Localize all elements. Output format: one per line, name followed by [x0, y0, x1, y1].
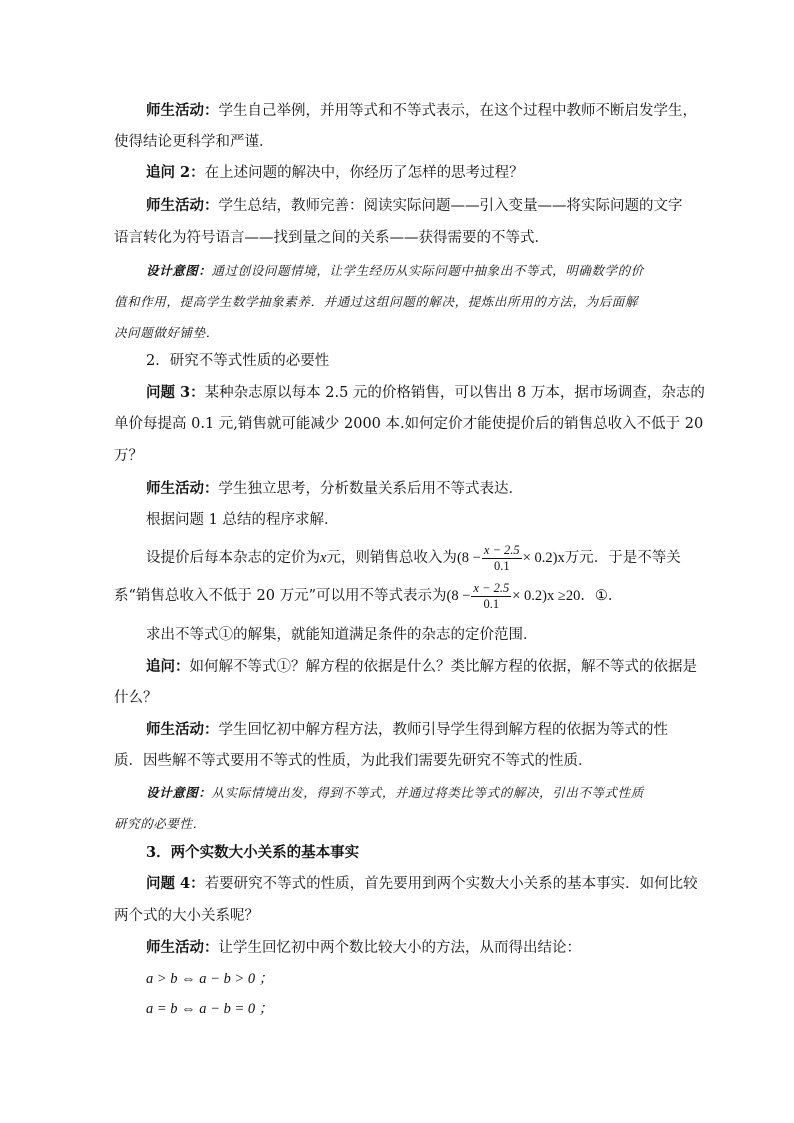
- paragraph-problem-3: [146, 382, 721, 404]
- label-problem: 问题 4：: [146, 875, 205, 892]
- paragraph-text-line: 根据问题 1 总结的程序求解．: [146, 512, 339, 528]
- variable-x: x: [320, 550, 327, 566]
- fraction: [471, 581, 511, 612]
- paragraph-text-line: 值和作用，提高学生数学抽象素养．并通过这组问题的解决，提炼出所用的方法，为后面解: [114, 294, 639, 309]
- paragraph-text: 某种杂志原以每本 2.5 元的价格销售，可以售出 8 万本，据市场调查，杂志的: [204, 385, 705, 401]
- label-problem: 问题 3：: [146, 384, 205, 401]
- label-activity: 师生活动：: [146, 480, 219, 497]
- label-followup: 追问：: [146, 658, 190, 675]
- label-activity: 师生活动：: [146, 939, 219, 956]
- paragraph-text: 从实际情境出发，得到不等式，并通过将类比等式的解决，引出不等式性质: [211, 785, 644, 800]
- label-activity: 师生活动：: [146, 197, 219, 214]
- paragraph-text-line: 万？: [114, 448, 143, 464]
- fraction-denominator: 0.1: [493, 558, 510, 573]
- label-design-intent: 设计意图：: [146, 263, 212, 278]
- paragraph-text: 元，则销售总收入为: [326, 550, 457, 566]
- paragraph-text: 系“销售总收入不低于 20 万元”可以用不等式表示为: [114, 588, 447, 604]
- paragraph-text: 如何解不等式①？解方程的依据是什么？类比解方程的依据，解不等式的依据是: [189, 659, 697, 675]
- paragraph-text: 学生自己举例，并用等式和不等式表示，在这个过程中教师不断启发学生，: [218, 103, 697, 119]
- paragraph-activity-5: [146, 937, 721, 959]
- paragraph-text: 设提价后每本杂志的定价为: [146, 550, 320, 566]
- fraction-denominator: 0.1: [483, 596, 500, 611]
- paragraph-text: 学生总结，教师完善：阅读实际问题——引入变量——将实际问题的文字: [218, 198, 683, 214]
- paragraph-activity-4: [146, 719, 721, 741]
- paragraph-text: ①．: [594, 588, 623, 604]
- paragraph-text: 让学生回忆初中两个数比较大小的方法，从而得出结论：: [218, 940, 581, 956]
- paragraph-text-line: 两个式的大小关系呢？: [114, 908, 259, 924]
- paragraph-followup-2: [146, 162, 721, 184]
- label-followup: 追问 2：: [146, 164, 205, 181]
- fraction: [482, 543, 522, 574]
- section-heading-3: 3．两个实数大小关系的基本事实: [146, 844, 360, 861]
- paragraph-text: 若要研究不等式的性质，首先要用到两个实数大小关系的基本事实．如何比较: [204, 876, 698, 892]
- paragraph-text-line: 语言转化为符号语言——找到量之间的关系——获得需要的不等式．: [114, 230, 549, 246]
- expression-close: × 0.2)x: [522, 550, 565, 566]
- fraction-numerator: x − 2.5: [473, 580, 510, 595]
- paragraph-text-line: 单价每提高 0.1 元,销售就可能减少 2000 本.如何定价才能使提价后的销售总收入不低于 20: [114, 416, 704, 432]
- paragraph-activity-3: [146, 478, 721, 500]
- section-heading-2: 2．研究不等式性质的必要性: [146, 353, 330, 369]
- paragraph-problem-4: [146, 873, 721, 895]
- expression-open: (8 −: [456, 550, 481, 566]
- expression-close: × 0.2)x ≥20．: [512, 588, 595, 604]
- fraction-numerator: x − 2.5: [483, 542, 520, 557]
- paragraph-text-line: 研究的必要性．: [114, 816, 206, 831]
- paragraph-inequality-expression: [114, 578, 689, 614]
- paragraph-design-intent-1: [146, 260, 721, 282]
- formula-greater-than: a > b ⇔ a − b > 0 ；: [146, 971, 274, 987]
- paragraph-text: 通过创设问题情境，让学生经历从实际问题中抽象出不等式，明确数学的价: [211, 263, 644, 278]
- label-activity: 师生活动：: [146, 721, 219, 738]
- paragraph-text-line: 使得结论更科学和严谨．: [114, 134, 274, 150]
- paragraph-text-line: 求出不等式①的解集，就能知道满足条件的杂志的定价范围．: [146, 627, 538, 643]
- paragraph-followup: [146, 656, 721, 678]
- paragraph-activity-1: [146, 100, 721, 122]
- paragraph-text: 学生回忆初中解方程方法，教师引导学生得到解方程的依据为等式的性: [218, 722, 668, 738]
- paragraph-activity-2: [146, 195, 721, 217]
- paragraph-text: 学生独立思考，分析数量关系后用不等式表达．: [218, 481, 523, 497]
- paragraph-text-line: 质．因些解不等式要用不等式的性质，为此我们需要先研究不等式的性质．: [114, 753, 593, 769]
- label-activity: 师生活动：: [146, 102, 219, 119]
- paragraph-text: 在上述问题的解决中，你经历了怎样的思考过程？: [204, 165, 524, 181]
- paragraph-text-line: 决问题做好铺垫．: [114, 325, 219, 340]
- paragraph-revenue-expression: [146, 540, 721, 576]
- label-design-intent: 设计意图：: [146, 785, 212, 800]
- formula-equal: a = b ⇔ a − b = 0 ；: [146, 1001, 274, 1017]
- paragraph-text: 万元．于是不等关: [564, 550, 681, 566]
- paragraph-text-line: 什么？: [114, 690, 158, 706]
- expression-open: (8 −: [446, 588, 471, 604]
- paragraph-design-intent-2: [146, 782, 721, 804]
